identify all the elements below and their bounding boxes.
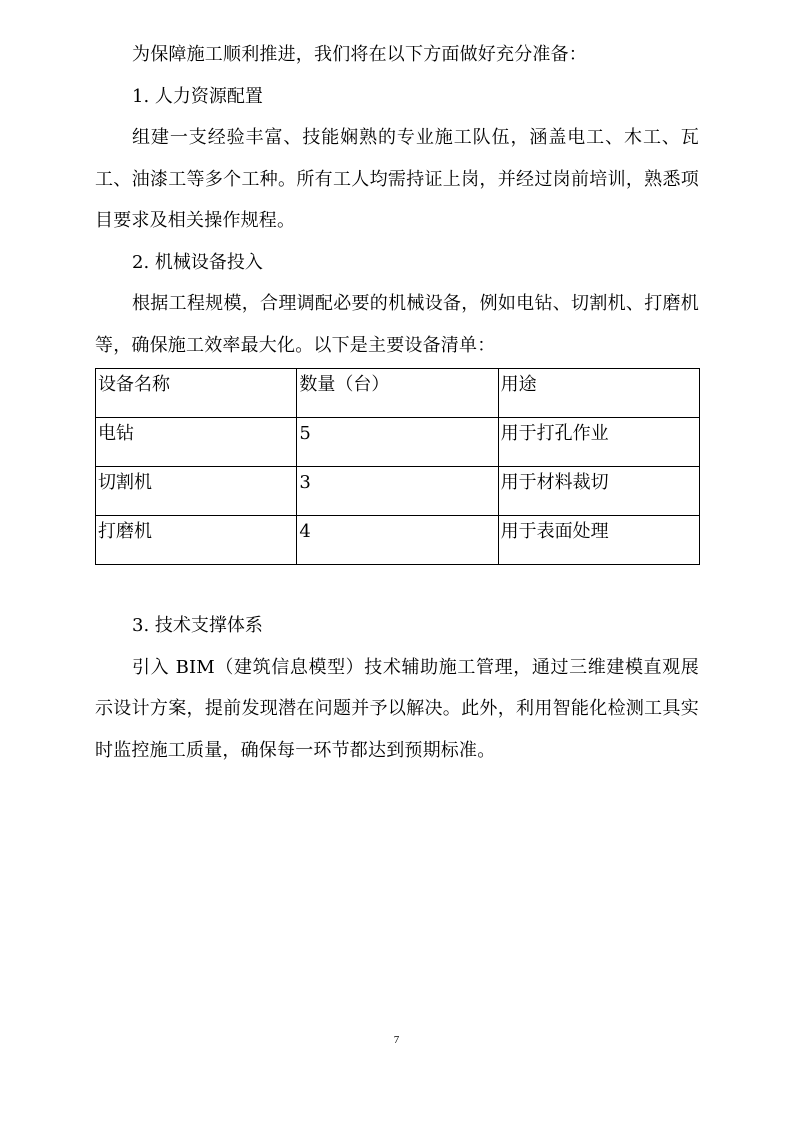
table-row <box>96 418 700 467</box>
table-header-cell: 用途 <box>498 369 699 418</box>
table-row <box>96 516 700 565</box>
section-heading-2: 2. 机械设备投入 <box>132 251 263 273</box>
table-row <box>96 467 700 516</box>
section-body-2: 根据工程规模，合理调配必要的机械设备，例如电钻、切割机、打磨机等，确保施工效率最大化。以下是主要设备清单： <box>95 293 699 356</box>
table-cell: 电钻 <box>96 418 297 467</box>
section-heading-3: 3. 技术支撑体系 <box>132 615 263 636</box>
table-cell: 5 <box>297 418 498 467</box>
table-cell: 用于材料裁切 <box>498 467 699 516</box>
section-body-3: 引入 BIM（建筑信息模型）技术辅助施工管理，通过三维建模直观展示设计方案，提前发现潜在问题并予以解决。此外，利用智能化检测工具实时监控施工质量，确保每一环节都达到预期标准。 <box>95 656 699 761</box>
table-header-row <box>96 369 700 418</box>
document-page <box>95 34 699 771</box>
table-cell: 打磨机 <box>96 516 297 565</box>
table-header-cell: 数量（台） <box>297 369 498 418</box>
section-body-1: 组建一支经验丰富、技能娴熟的专业施工队伍，涵盖电工、木工、瓦工、油漆工等多个工种。所有工人均需持证上岗，并经过岗前培训，熟悉项目要求及相关操作规程。 <box>95 127 699 231</box>
table-cell: 切割机 <box>96 467 297 516</box>
intro-paragraph: 为保障施工顺利推进，我们将在以下方面做好充分准备： <box>132 44 587 65</box>
page-number: 7 <box>393 1034 400 1046</box>
spacer <box>95 565 699 605</box>
table-cell: 用于表面处理 <box>498 516 699 565</box>
table-header-cell: 设备名称 <box>96 369 297 418</box>
section-heading-1: 1. 人力资源配置 <box>132 85 263 107</box>
table-cell: 用于打孔作业 <box>498 418 699 467</box>
table-cell: 4 <box>297 516 498 565</box>
equipment-table <box>95 368 700 565</box>
table-cell: 3 <box>297 467 498 516</box>
